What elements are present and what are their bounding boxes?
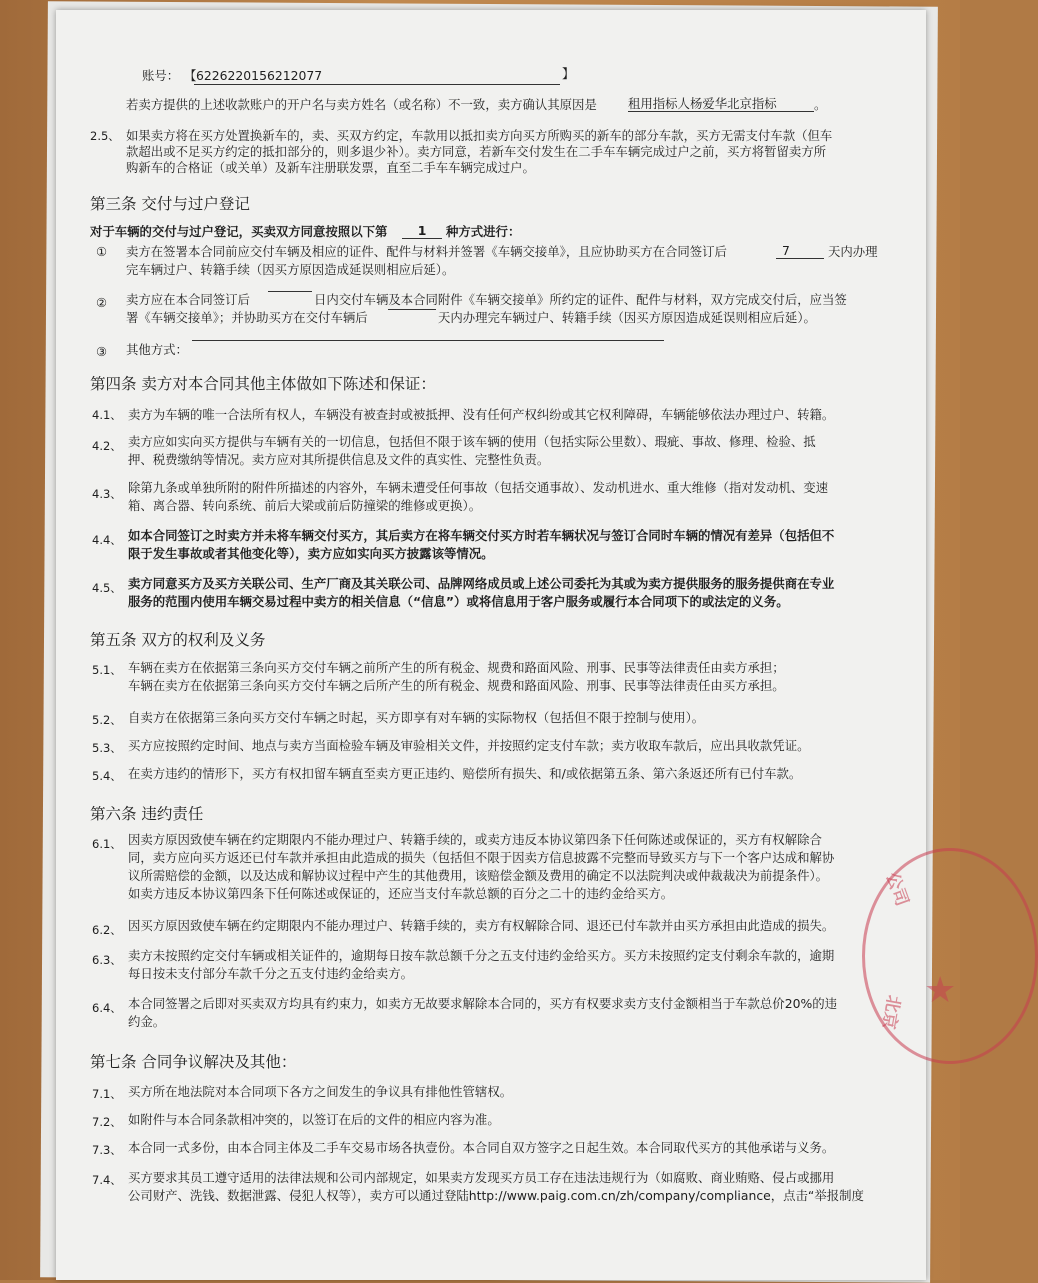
contract-page <box>56 10 957 1280</box>
clause-line: 约金。 <box>128 1014 166 1029</box>
mismatch-reason: 租用指标人杨爱华北京指标 <box>628 96 777 111</box>
seal-star-icon: ★ <box>924 970 957 1011</box>
clause-line: 限于发生事故或者其他变化等），卖方应如实向买方披露该等情况。 <box>128 546 494 561</box>
option2-text-b: 日内交付车辆及本合同附件《车辆交接单》所约定的证件、配件与材料，双方完成交付后，应当签 <box>314 292 847 307</box>
seal-text: 公司 <box>881 869 912 909</box>
option3-label: 其他方式： <box>126 342 188 357</box>
option1-text: 卖方在签署本合同前应交付车辆及相应的证件、配件与材料并签署《车辆交接单》，且应协助买方在合同签订后 <box>126 244 727 259</box>
option2-line2-end: 天内办理完车辆过户、转籍手续（因买方原因造成延误则相应后延）。 <box>438 310 816 325</box>
clause-number: 4.1、 <box>92 408 122 422</box>
other-method-field <box>192 340 664 341</box>
clause-line: 在卖方违约的情形下，买方有权扣留车辆直至卖方更正违约、赔偿所有损失、和/或依据第五条、第六条返还所有已付车款。 <box>128 766 802 781</box>
clause-line: 车辆在卖方在依据第三条向买方交付车辆之前所产生的所有税金、规费和路面风险、刑事、民事等法律责任由卖方承担； <box>128 660 785 675</box>
option1-days: 7 <box>782 243 790 258</box>
account-bracket-open: 【 <box>184 68 197 83</box>
clause-number: 6.4、 <box>92 1001 122 1015</box>
clause-number: 6.1、 <box>92 837 122 851</box>
clause-number: 7.1、 <box>92 1087 122 1101</box>
option1-line2: 完车辆过户、转籍手续（因买方原因造成延误则相应后延）。 <box>126 262 455 277</box>
clause-line: 卖方为车辆的唯一合法所有权人，车辆没有被查封或被抵押、没有任何产权纠纷或其它权利障碍，车辆能够依法办理过户、转籍。 <box>128 407 835 422</box>
option1-text-end: 天内办理 <box>828 244 878 259</box>
clause-number: 6.2、 <box>92 923 122 937</box>
clause-number: 6.3、 <box>92 953 122 967</box>
account-mismatch-text: 若卖方提供的上述收款账户的开户名与卖方姓名（或名称）不一致，卖方确认其原因是 <box>126 97 597 112</box>
section-title: 第六条 违约责任 <box>90 805 204 823</box>
clause-number: 4.3、 <box>92 487 122 501</box>
option-number: ② <box>96 295 108 310</box>
clause-line: 买方要求其员工遵守适用的法律法规和公司内部规定，如果卖方发现买方员工存在违法违规行为（如腐败、商业贿赂、侵占或挪用 <box>128 1170 835 1185</box>
clause-line: 卖方未按照约定交付车辆或相关证件的，逾期每日按车款总额千分之五支付违约金给买方。买方未按照约定支付剩余车款的，逾期 <box>128 948 835 963</box>
clause-line: 每日按未支付部分车款千分之五支付违约金给卖方。 <box>128 966 413 981</box>
section-title: 第五条 双方的权利及义务 <box>90 631 266 649</box>
delivery-choice-field <box>402 223 442 239</box>
section-title: 第四条 卖方对本合同其他主体做如下陈述和保证： <box>90 375 436 393</box>
clause-number: 5.4、 <box>92 769 122 783</box>
option2-text: 卖方应在本合同签订后 <box>126 292 250 307</box>
clause-number: 4.2、 <box>92 439 122 453</box>
clause-line: 款超出或不足买方约定的抵扣部分的，则多退少补）。卖方同意，若新车交付发生在二手车车辆完成过户之前，买方将暂留卖方所 <box>126 144 827 159</box>
clause-number: 7.2、 <box>92 1115 122 1129</box>
clause-number: 4.4、 <box>92 533 122 547</box>
account-bracket-close: 】 <box>562 66 575 81</box>
account-number: 6226220156212077 <box>196 68 323 83</box>
clause-line: 车辆在卖方在依据第三条向买方交付车辆之后所产生的所有税金、规费和路面风险、刑事、民事等法律责任由买方承担。 <box>128 678 785 693</box>
clause-number: 5.2、 <box>92 713 122 727</box>
clause-line: 如附件与本合同条款相冲突的，以签订在后的文件的相应内容为准。 <box>128 1112 500 1127</box>
clause-line: 本合同签署之后即对买卖双方均具有约束力，如卖方无故要求解除本合同的，买方有权要求卖方支付金额相当于车款总价20%的违 <box>128 996 838 1011</box>
clause-line: 除第九条或单独所附的附件所描述的内容外，车辆未遭受任何事故（包括交通事故）、发动机进水、重大维修（指对发动机、变速 <box>128 480 829 495</box>
clause-line: 如卖方违反本协议第四条下任何陈述或保证的，还应当支付车款总额的百分之二十的违约金给买方。 <box>128 886 674 901</box>
mismatch-reason-field <box>628 96 814 112</box>
clause-number: 7.3、 <box>92 1143 122 1157</box>
option2-transfer-days-field <box>388 309 436 310</box>
mismatch-end: 。 <box>814 97 827 112</box>
clause-line: 因买方原因致使车辆在约定期限内不能办理过户、转籍手续的，卖方有权解除合同、退还已付车款并由买方承担由此造成的损失。 <box>128 918 835 933</box>
option-number: ① <box>96 244 108 259</box>
option1-days-field <box>776 243 824 259</box>
clause-line: 买方应按照约定时间、地点与卖方当面检验车辆及审验相关文件，并按照约定支付车款；卖方收取车款后，应出具收款凭证。 <box>128 738 810 753</box>
clause-number: 5.1、 <box>92 663 122 677</box>
account-label: 账号： <box>142 68 180 83</box>
clause-line: 卖方同意买方及买方关联公司、生产厂商及其关联公司、品牌网络成员或上述公司委托为其或为卖方提供服务的服务提供商在专业 <box>128 576 835 591</box>
clause-number: 2.5、 <box>90 129 120 143</box>
clause-line: 本合同一式多份，由本合同主体及二手车交易市场各执壹份。本合同自双方签字之日起生效。本合同取代买方的其他承诺与义务。 <box>128 1140 835 1155</box>
clause-line: 因卖方原因致使车辆在约定期限内不能办理过户、转籍手续的，或卖方违反本协议第四条下任何陈述或保证的，买方有权解除合 <box>128 832 822 847</box>
option-number: ③ <box>96 344 108 359</box>
clause-line: 卖方应如实向买方提供与车辆有关的一切信息，包括但不限于该车辆的使用（包括实际公里数）、瑕疵、事故、修理、检验、抵 <box>128 434 816 449</box>
seal-text: 北京 <box>877 993 904 1031</box>
clause-number: 4.5、 <box>92 581 122 595</box>
account-field <box>194 68 560 85</box>
option2-days-field <box>268 291 312 292</box>
clause-number: 5.3、 <box>92 741 122 755</box>
clause-line: 服务的范围内使用车辆交易过程中卖方的相关信息（“信息”）或将信息用于客户服务或履行本合同项下的或法定的义务。 <box>128 594 789 609</box>
section3-intro: 对于车辆的交付与过户登记，买卖双方同意按照以下第 <box>90 224 388 239</box>
clause-line: 议所需赔偿的金额，以及达成和解协议过程中产生的其他费用，该赔偿金额及费用的确定不以法院判决或仲裁裁决为前提条件）。 <box>128 868 829 883</box>
clause-line: 购新车的合格证（或关单）及新车注册联发票，直至二手车车辆完成过户。 <box>126 160 535 175</box>
section3-intro-end: 种方式进行： <box>446 224 521 239</box>
section-title: 第七条 合同争议解决及其他： <box>90 1053 297 1071</box>
clause-line: 自卖方在依据第三条向买方交付车辆之时起，买方即享有对车辆的实际物权（包括但不限于控制与使用）。 <box>128 710 705 725</box>
clause-line: 如本合同签订之时卖方并未将车辆交付买方，其后卖方在将车辆交付买方时若车辆状况与签订合同时车辆的情况有差异（包括但不 <box>128 528 835 543</box>
delivery-choice: 1 <box>417 223 427 238</box>
option2-line2: 署《车辆交接单》；并协助买方在交付车辆后 <box>126 310 368 325</box>
clause-line: 买方所在地法院对本合同项下各方之间发生的争议具有排他性管辖权。 <box>128 1084 513 1099</box>
clause-line: 押、税费缴纳等情况。卖方应对其所提供信息及文件的真实性、完整性负责。 <box>128 452 550 467</box>
clause-line: 如果卖方将在买方处置换新车的，卖、买双方约定，车款用以抵扣卖方向买方所购买的新车的部分车款，买方无需支付车款（但车 <box>126 128 833 143</box>
clause-number: 7.4、 <box>92 1173 122 1187</box>
clause-line: 箱、离合器、转向系统、前后大梁或前后防撞梁的维修或更换）。 <box>128 498 482 513</box>
clause-line: 公司财产、洗钱、数据泄露、侵犯人权等），卖方可以通过登陆http://www.paig.com.cn/zh/company/compliance，点击“举报制度 <box>128 1188 864 1203</box>
clause-line: 同，卖方应向买方返还已付车款并承担由此造成的损失（包括但不限于因卖方信息披露不完整而导致买方与下一个客户达成和解协 <box>128 850 835 865</box>
section-title: 第三条 交付与过户登记 <box>90 195 250 213</box>
